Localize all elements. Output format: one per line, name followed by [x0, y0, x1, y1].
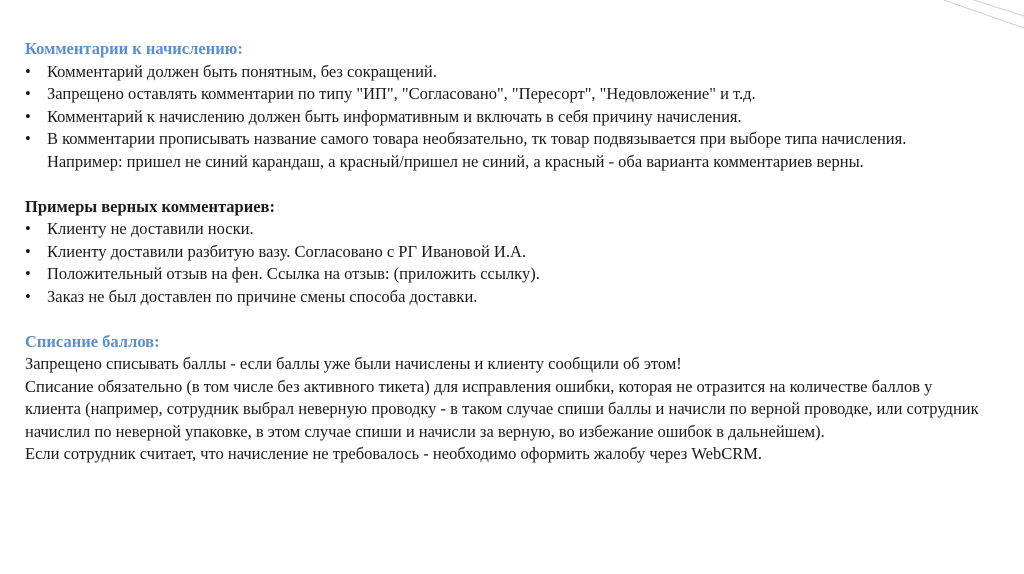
section-heading-comments: Комментарии к начислению: [25, 39, 243, 58]
comments-rules-list [25, 61, 985, 174]
paragraph-complaint-webcrm: Если сотрудник считает, что начисление не требовалось - необходимо оформить жалобу через WebCRM. [25, 444, 763, 463]
corner-decoration [904, 0, 1024, 40]
bullet: • [25, 84, 31, 103]
document-body [25, 38, 985, 466]
list-item: • Комментарий к начислению должен быть информативным и включать в себя причину начисления. [25, 106, 985, 129]
list-item: • Заказ не был доставлен по причине смены способа доставки. [25, 286, 985, 309]
list-item: • Клиенту не доставили носки. [25, 218, 985, 241]
paragraph-writeoff-forbidden: Запрещено списывать баллы - если баллы уже были начислены и клиенту сообщили об этом! [25, 354, 682, 373]
bullet: • [25, 241, 31, 261]
examples-list [25, 218, 985, 308]
bullet: • [25, 286, 31, 306]
list-item: • В комментарии прописывать название самого товара необязательно, тк товар подвязывается при выборе типа начисления. Например: пришел не синий карандаш, а красный/пришел не синий, а красный - оба варианта комментариев верны. [25, 129, 907, 171]
spacer [25, 308, 985, 331]
list-item: • Клиенту доставили разбитую вазу. Согласовано с РГ Ивановой И.А. [25, 241, 985, 264]
bullet: • [25, 129, 31, 148]
bullet: • [25, 264, 31, 283]
list-item: • Комментарий должен быть понятным, без сокращений. [25, 61, 985, 84]
list-item: • Положительный отзыв на фен. Ссылка на отзыв: (приложить ссылку). [25, 263, 985, 286]
bullet: • [25, 106, 31, 126]
spacer [25, 173, 985, 196]
paragraph-writeoff-required: Списание обязательно (в том числе без активного тикета) для исправления ошибки, которая не отразится на количестве баллов у клиента (например, сотрудник выбрал неверную проводку - в таком случае спиши баллы и начисли по верной проводке, или сотрудник начислил по неверной упаковке, в этом случае спиши и начисли за верную, во избежание ошибок в дальнейшем). [25, 376, 979, 441]
bullet: • [25, 61, 31, 81]
section-heading-points-writeoff: Списание баллов: [25, 331, 160, 351]
bullet: • [25, 219, 31, 238]
list-item: • Запрещено оставлять комментарии по типу "ИП", "Согласовано", "Пересорт", "Недовложение" и т.д. [25, 83, 985, 106]
section-heading-examples: Примеры верных комментариев: [25, 196, 275, 216]
